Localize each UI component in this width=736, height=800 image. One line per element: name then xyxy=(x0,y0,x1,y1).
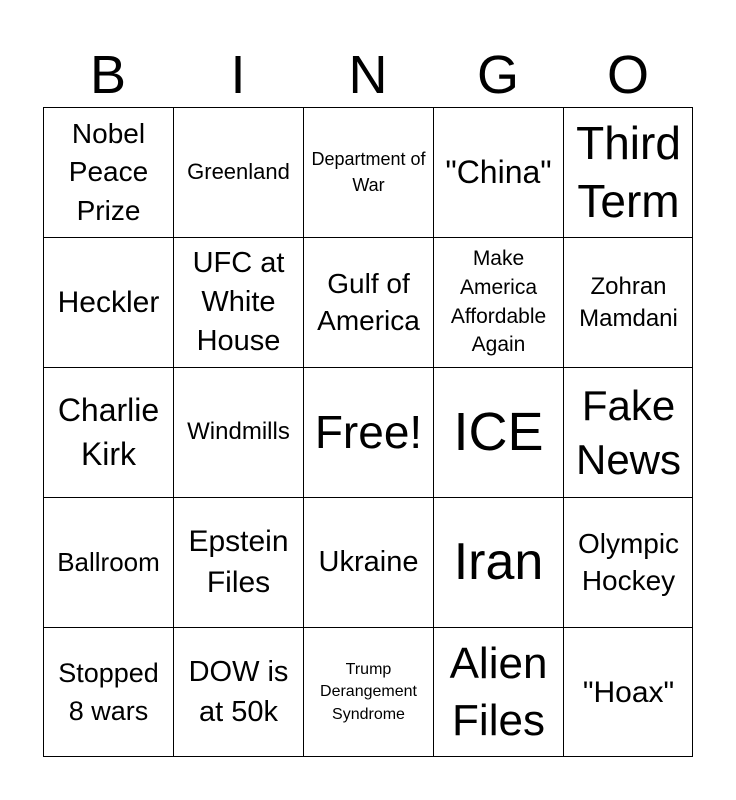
bingo-cell-r3-c5[interactable] xyxy=(563,367,693,497)
bingo-cell-r4-c3[interactable] xyxy=(303,497,433,627)
header-letter-i: I xyxy=(230,45,246,105)
bingo-cell-r2-c3[interactable] xyxy=(303,237,433,367)
cell-label: Alien Files xyxy=(449,639,548,745)
cell-label: Third Term xyxy=(576,116,681,227)
bingo-cell-r1-c4[interactable] xyxy=(433,107,563,237)
cell-label: Epstein Files xyxy=(188,525,289,599)
cell-label: DOW is at 50k xyxy=(188,656,289,728)
bingo-cell-r5-c1[interactable] xyxy=(43,627,173,757)
cell-label: Olympic Hockey xyxy=(577,527,680,596)
header-letter-n: N xyxy=(348,45,388,105)
bingo-cell-r1-c2[interactable] xyxy=(173,107,303,237)
bingo-cell-r3-c1[interactable] xyxy=(43,367,173,497)
bingo-cell-r2-c5[interactable] xyxy=(563,237,693,367)
cell-label: Gulf of America xyxy=(317,268,420,336)
bingo-cell-r1-c3[interactable] xyxy=(303,107,433,237)
cell-label: Ukraine xyxy=(318,546,419,579)
cell-label: Iran xyxy=(453,533,544,592)
bingo-cell-r4-c4[interactable] xyxy=(433,497,563,627)
bingo-cell-r3-c2[interactable] xyxy=(173,367,303,497)
cell-label: Charlie Kirk xyxy=(57,392,160,472)
bingo-cell-r4-c2[interactable] xyxy=(173,497,303,627)
bingo-cell-r3-c4[interactable] xyxy=(433,367,563,497)
header-letter-o: O xyxy=(606,45,649,105)
cell-label: Department of War xyxy=(311,149,426,195)
bingo-cell-r5-c4[interactable] xyxy=(433,627,563,757)
cell-label: Stopped 8 wars xyxy=(58,658,159,726)
free-space-label: Free! xyxy=(314,405,423,458)
cell-label: Windmills xyxy=(187,418,290,446)
bingo-cell-r5-c5[interactable] xyxy=(563,627,693,757)
bingo-board xyxy=(43,107,693,757)
bingo-cell-r1-c5[interactable] xyxy=(563,107,693,237)
bingo-cell-r5-c2[interactable] xyxy=(173,627,303,757)
cell-label: Greenland xyxy=(187,159,290,185)
header-letter-b: B xyxy=(89,45,127,105)
cell-label: Make America Affordable Again xyxy=(450,246,547,357)
cell-label: Ballroom xyxy=(57,546,160,577)
cell-label: Zohran Mamdani xyxy=(579,272,678,332)
bingo-cell-r5-c3[interactable] xyxy=(303,627,433,757)
cell-label: Fake News xyxy=(575,381,682,483)
bingo-cell-r1-c1[interactable] xyxy=(43,107,173,237)
cell-label: "Hoax" xyxy=(582,675,675,709)
header-letter-g: G xyxy=(476,45,519,105)
cell-label: "China" xyxy=(445,154,552,191)
cell-label: ICE xyxy=(453,402,544,463)
bingo-cell-r2-c4[interactable] xyxy=(433,237,563,367)
bingo-cell-r2-c1[interactable] xyxy=(43,237,173,367)
cell-label: Heckler xyxy=(57,285,160,319)
cell-label: Trump Derangement Syndrome xyxy=(320,660,417,723)
cell-label: UFC at White House xyxy=(192,247,285,357)
bingo-cell-r4-c1[interactable] xyxy=(43,497,173,627)
bingo-cell-free[interactable] xyxy=(303,367,433,497)
cell-label: Nobel Peace Prize xyxy=(68,117,149,226)
bingo-header xyxy=(43,42,693,108)
bingo-cell-r2-c2[interactable] xyxy=(173,237,303,367)
bingo-cell-r4-c5[interactable] xyxy=(563,497,693,627)
